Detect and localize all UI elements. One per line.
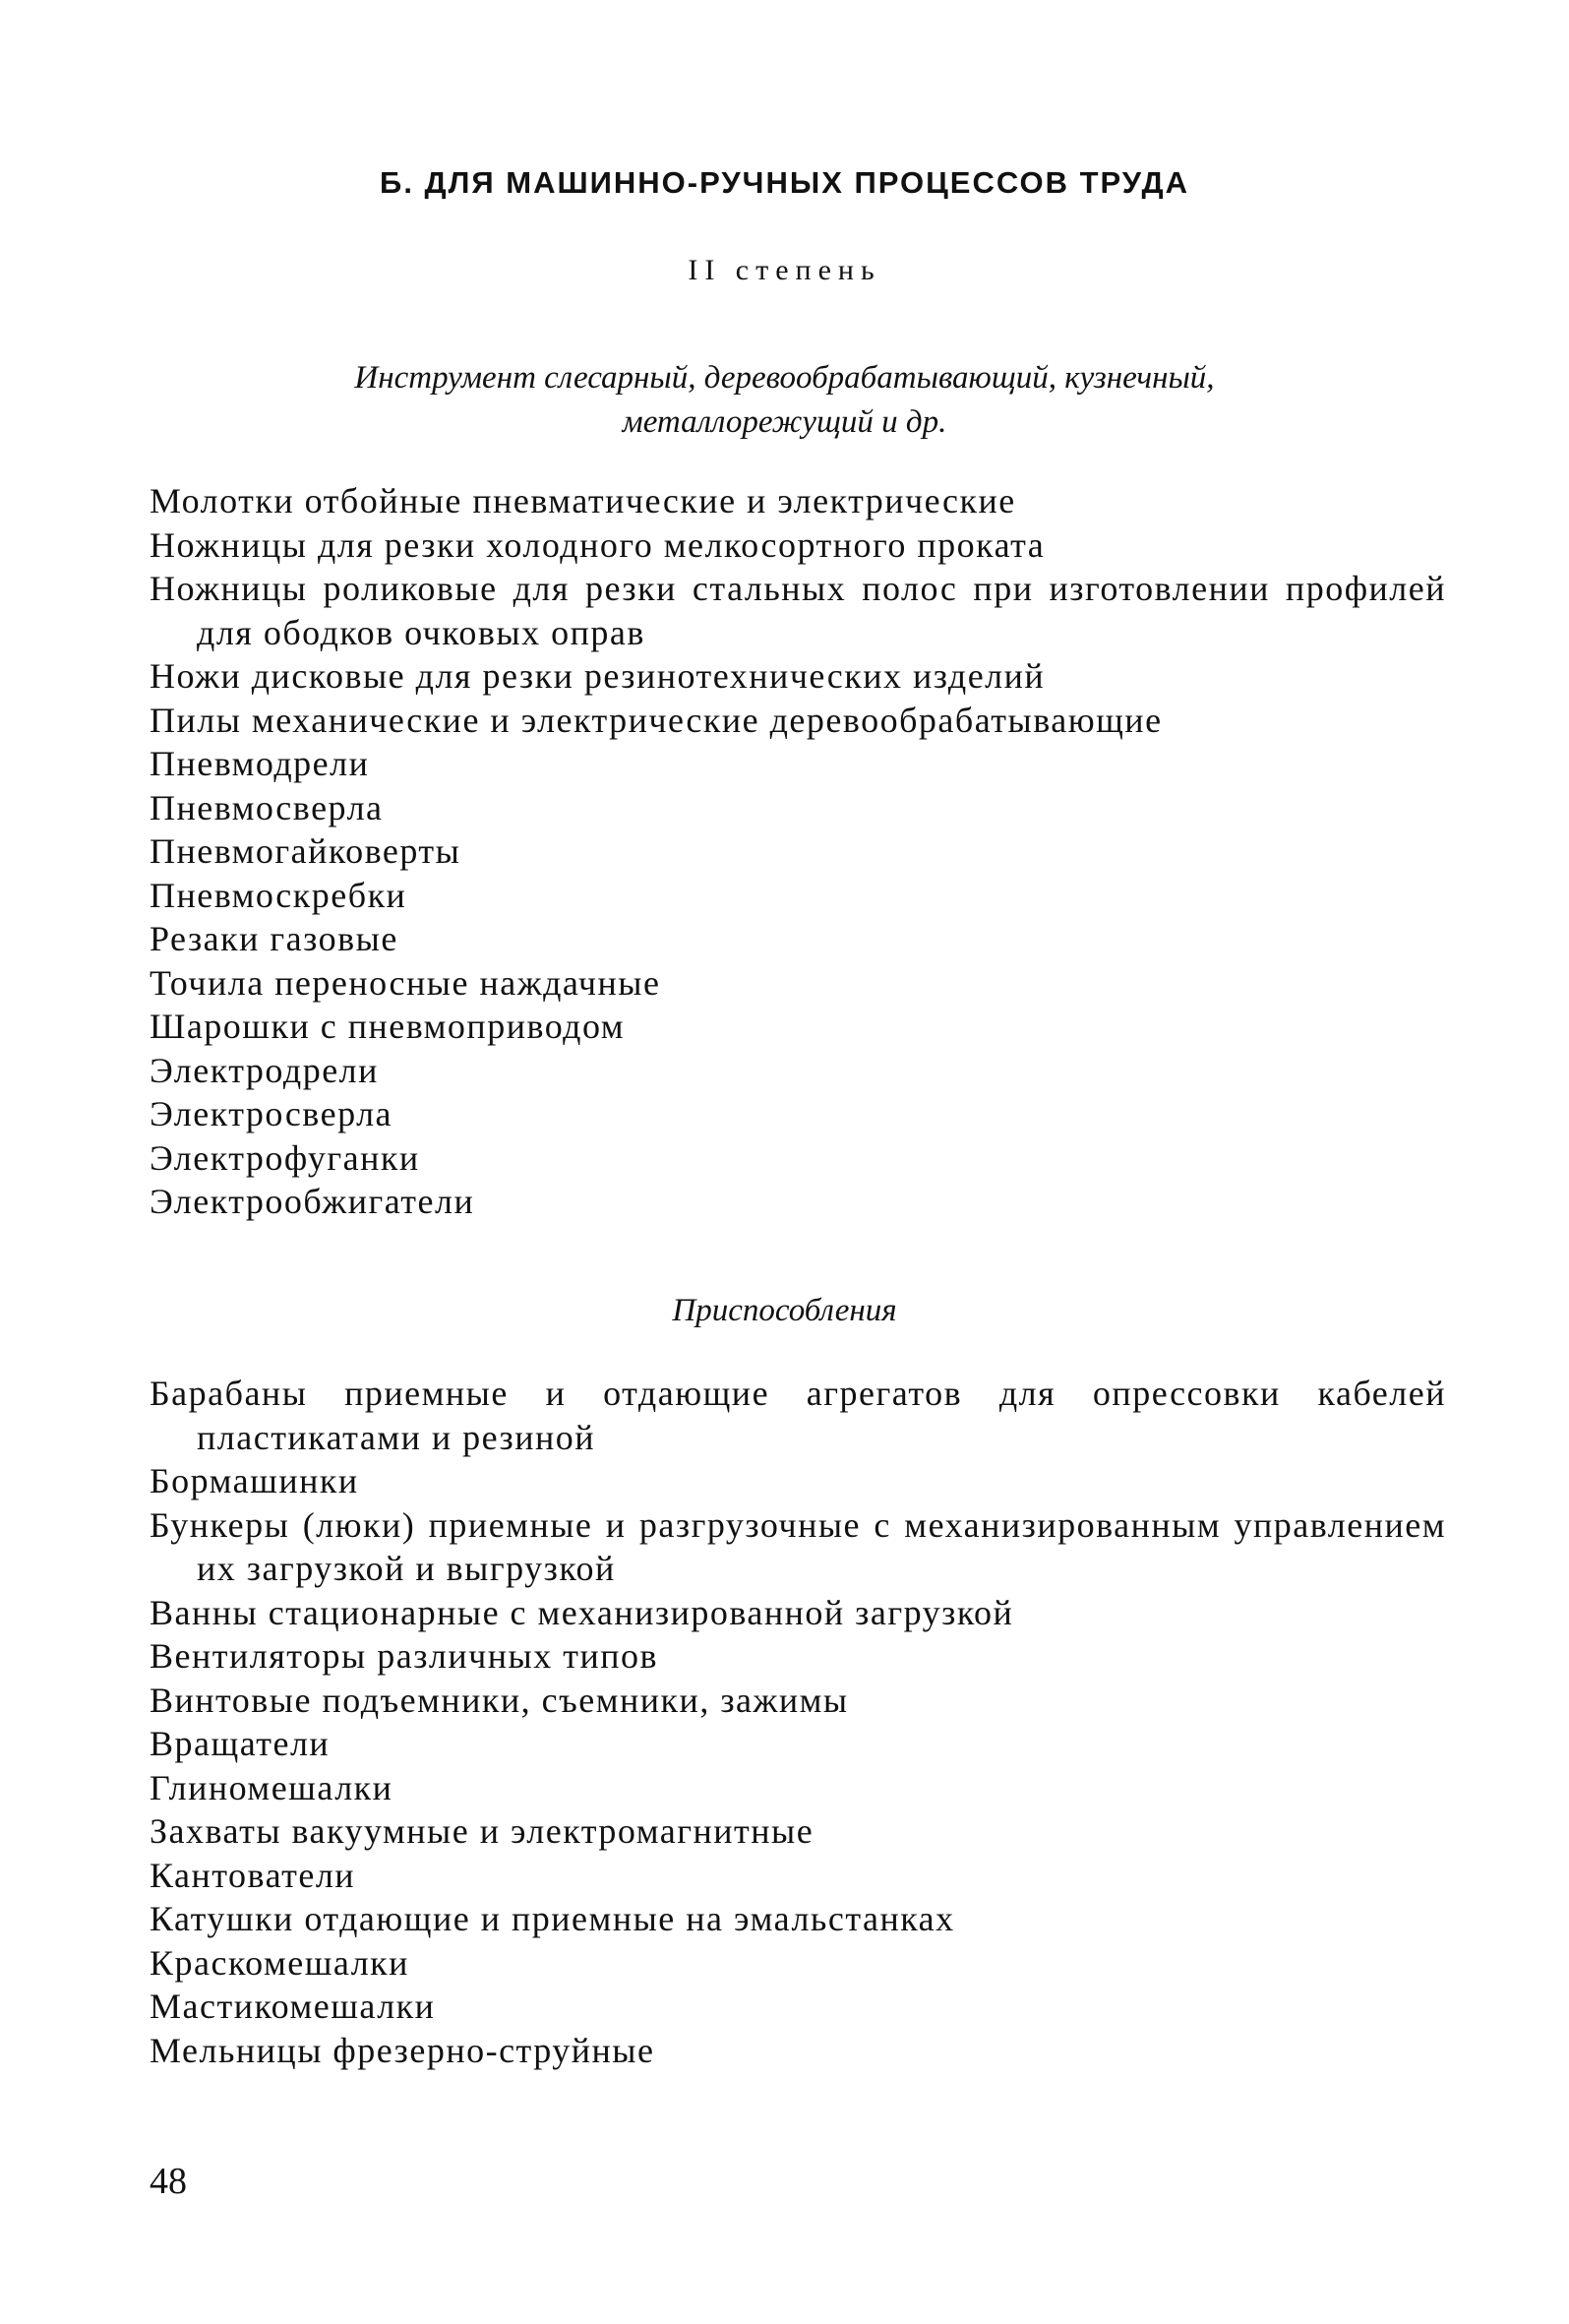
list-item: Электрофуганки bbox=[150, 1137, 420, 1178]
fixtures-list bbox=[150, 1372, 1446, 2072]
list-item: Мельницы фрезерно-струйные bbox=[150, 2030, 655, 2070]
list-item: Кантователи bbox=[150, 1855, 356, 1895]
list-item: Электросверла bbox=[150, 1094, 393, 1133]
list-item: Пилы механические и электрические деревообрабатывающие bbox=[150, 700, 1163, 740]
list-item: Молотки отбойные пневматические и электрические bbox=[150, 481, 1016, 520]
list-item: Пневмоскребки bbox=[150, 875, 407, 915]
list-item: Барабаны приемные и отдающие агрегатов для опрессовки кабелей пластикатами и резиной bbox=[150, 1374, 1446, 1457]
list-item: Резаки газовые bbox=[150, 919, 398, 958]
list-item: Бункеры (люки) приемные и разгрузочные с механизированным управлением их загрузкой и выгрузкой bbox=[150, 1504, 1446, 1588]
fixtures-heading: Приспособления bbox=[672, 1293, 897, 1328]
list-item: Мастикомешалки bbox=[150, 1987, 436, 2026]
list-item: Пневмогайковерты bbox=[150, 831, 461, 871]
tools-list bbox=[150, 479, 1446, 1224]
list-item: Точила переносные наждачные bbox=[150, 962, 661, 1003]
list-item: Вентиляторы различных типов bbox=[150, 1636, 658, 1676]
list-item: Вращатели bbox=[150, 1724, 331, 1763]
page-number: 48 bbox=[150, 2161, 187, 2202]
tools-heading-line-2: металлорежущий и др. bbox=[622, 404, 947, 440]
list-item: Ножницы роликовые для резки стальных полос при изготовлении профилей для ободков очковых оправ bbox=[150, 569, 1446, 652]
list-item: Ванны стационарные с механизированной загрузкой bbox=[150, 1592, 1014, 1632]
tools-heading bbox=[0, 356, 1569, 445]
list-item: Ножницы для резки холодного мелкосортного проката bbox=[150, 524, 1046, 565]
degree-subtitle: II степень bbox=[688, 254, 881, 286]
list-item: Электрообжигатели bbox=[150, 1182, 475, 1221]
list-item: Катушки отдающие и приемные на эмальстанках bbox=[150, 1899, 955, 1938]
list-item: Пневмосверла bbox=[150, 787, 384, 827]
list-item: Электродрели bbox=[150, 1050, 379, 1090]
list-item: Краскомешалки bbox=[150, 1942, 409, 1983]
list-item: Захваты вакуумные и электромагнитные bbox=[150, 1811, 815, 1851]
list-item: Винтовые подъемники, съемники, зажимы bbox=[150, 1680, 849, 1720]
list-item: Глиномешалки bbox=[150, 1767, 393, 1807]
list-item: Ножи дисковые для резки резинотехнических изделий bbox=[150, 656, 1046, 696]
section-title: Б. ДЛЯ МАШИННО-РУЧНЫХ ПРОЦЕССОВ ТРУДА bbox=[380, 165, 1189, 200]
list-item: Шарошки с пневмоприводом bbox=[150, 1007, 626, 1046]
list-item: Бормашинки bbox=[150, 1461, 359, 1500]
tools-heading-line-1: Инструмент слесарный, деревообрабатывающий, кузнечный, bbox=[354, 360, 1215, 396]
list-item: Пневмодрели bbox=[150, 744, 370, 783]
